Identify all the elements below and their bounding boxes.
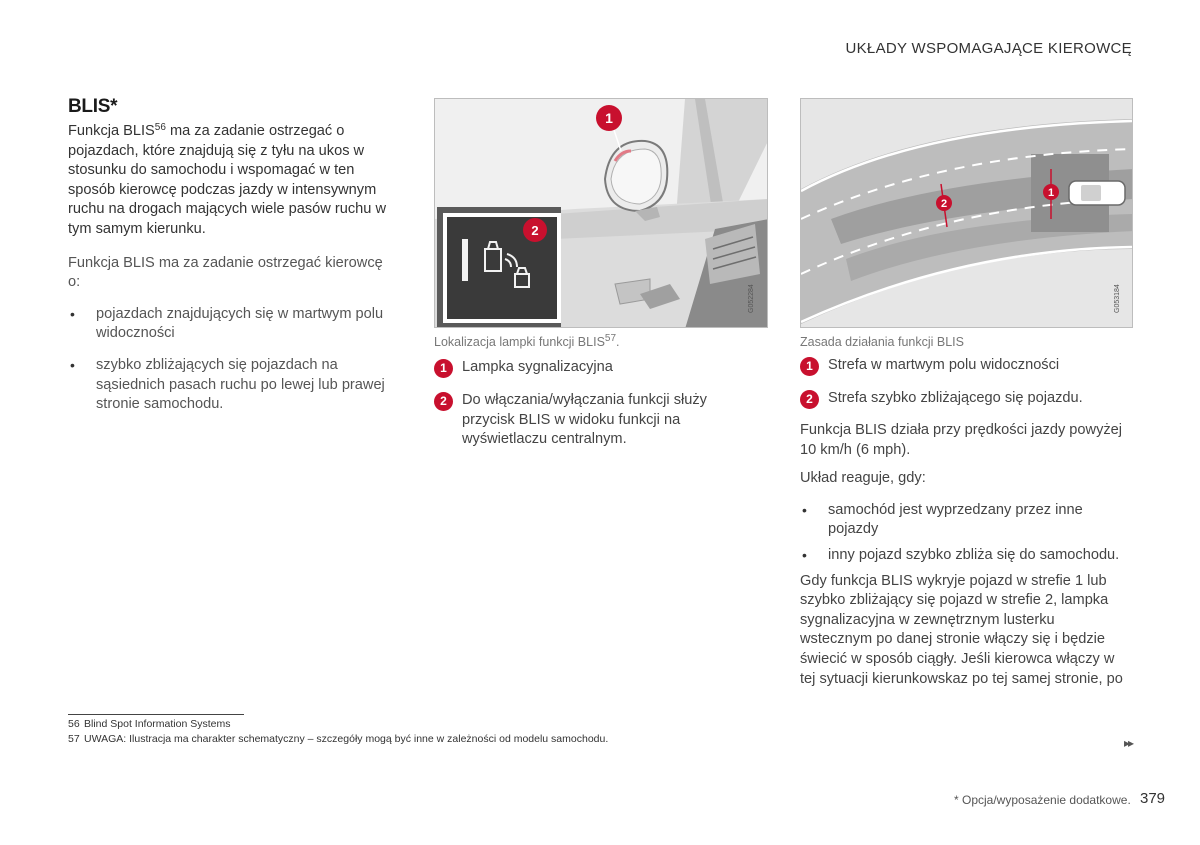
callout-2-marker	[523, 218, 547, 242]
callout-1-marker	[596, 105, 622, 131]
numbered-item-text: Strefa szybko zbliżającego się pojazdu.	[828, 390, 1083, 406]
numbered-item	[434, 391, 754, 450]
numbered-item	[800, 356, 1130, 376]
zone-1-marker	[1043, 184, 1059, 200]
detection-paragraph: Gdy funkcja BLIS wykryje pojazd w strefie 1 lub szybko zbliżający się pojazd w strefie 2, lampka sygnalizacyjna w zewnętrznym lusterku wstecznym po danej stronie włączy się i będzie świecić w sposób ciągły. Jeśli kierowca włączy w tej sytuacji kierunkowskaz po tej samej stronie, po	[800, 572, 1123, 687]
footnote-divider	[68, 714, 244, 715]
numbered-item	[800, 389, 1130, 409]
intro-paragraph	[68, 122, 394, 240]
zone-2-label: 2	[940, 198, 948, 210]
number-badge: 2	[800, 390, 819, 409]
footnote-number: 57	[68, 733, 80, 745]
continue-arrows-icon: ▸▸	[1123, 736, 1132, 750]
zone-2-marker	[936, 195, 952, 211]
numbered-item-text: Strefa w martwym polu widoczności	[828, 357, 1060, 373]
reacts-when-paragraph: Układ reaguje, gdy:	[800, 470, 926, 487]
optional-equipment-note: * Opcja/wyposażenie dodatkowe.	[954, 793, 1131, 807]
list-item: • szybko zbliżających się pojazdach na sąsiednich pasach ruchu po lewej lub prawej stronie samochodu.	[68, 356, 394, 415]
callout-2-label: 2	[531, 223, 539, 238]
intro-text-start: Funkcja BLIS	[68, 123, 155, 139]
numbered-item	[434, 358, 754, 378]
number-badge: 2	[434, 392, 453, 411]
list-item: • samochód jest wyprzedzany przez inne pojazdy	[800, 501, 1130, 540]
list-item: • inny pojazd szybko zbliża się do samochodu.	[800, 546, 1130, 566]
numbered-item-text: Lampka sygnalizacyjna	[462, 359, 613, 375]
warning-intro-paragraph: Funkcja BLIS ma za zadanie ostrzegać kierowcę o:	[68, 254, 383, 291]
page-number: 379	[1140, 790, 1166, 807]
blis-intro-column	[68, 96, 394, 415]
footnote-56	[68, 718, 230, 730]
footnote-number: 56	[68, 718, 80, 730]
section-heading: BLIS*	[68, 96, 118, 117]
caption-period: .	[616, 335, 620, 349]
footnote-text: Blind Spot Information Systems	[84, 718, 231, 730]
footnote-ref-56[interactable]: 56	[154, 122, 166, 133]
footnote-text: UWAGA: Ilustracja ma charakter schematyczny – szczegóły mogą być inne w zależności od modelu samochodu.	[84, 733, 609, 745]
callout-1-label: 1	[605, 110, 613, 126]
footnote-57	[68, 733, 608, 745]
figure-caption: Zasada działania funkcji BLIS	[800, 335, 964, 349]
figure-code: G053184	[1114, 284, 1121, 313]
figure-code: G052284	[748, 284, 755, 313]
car-icon	[1069, 181, 1125, 205]
zone-1-label: 1	[1047, 187, 1055, 199]
figure-caption	[434, 335, 620, 349]
numbered-item-text: Do włączania/wyłączania funkcji służy przycisk BLIS w widoku funkcji na wyświetlaczu centralnym.	[462, 392, 707, 448]
caption-text: Lokalizacja lampki funkcji BLIS	[434, 335, 605, 349]
speed-paragraph: Funkcja BLIS działa przy prędkości jazdy powyżej 10 km/h (6 mph).	[800, 422, 1123, 458]
blis-lamp-location-figure	[434, 98, 768, 328]
running-header: UKŁADY WSPOMAGAJĄCE KIEROWCĘ	[845, 40, 1132, 57]
intro-text-rest: ma za zadanie ostrzegać o pojazdach, które znajdują się z tyłu na ukos w stosunku do samochodu i wspomagać w ten sposób kierowcę podczas jazdy w intensywnym ruchu na drogach mających wiele pasów ruchu w tym samym kierunku.	[68, 123, 386, 237]
blis-operation-text	[800, 421, 1130, 689]
list-item: • pojazdach znajdujących się w martwym polu widoczności	[68, 305, 394, 344]
number-badge: 1	[434, 359, 453, 378]
footnote-ref-57[interactable]: 57	[604, 333, 617, 344]
blis-zones-figure	[800, 98, 1133, 328]
number-badge: 1	[800, 357, 819, 376]
